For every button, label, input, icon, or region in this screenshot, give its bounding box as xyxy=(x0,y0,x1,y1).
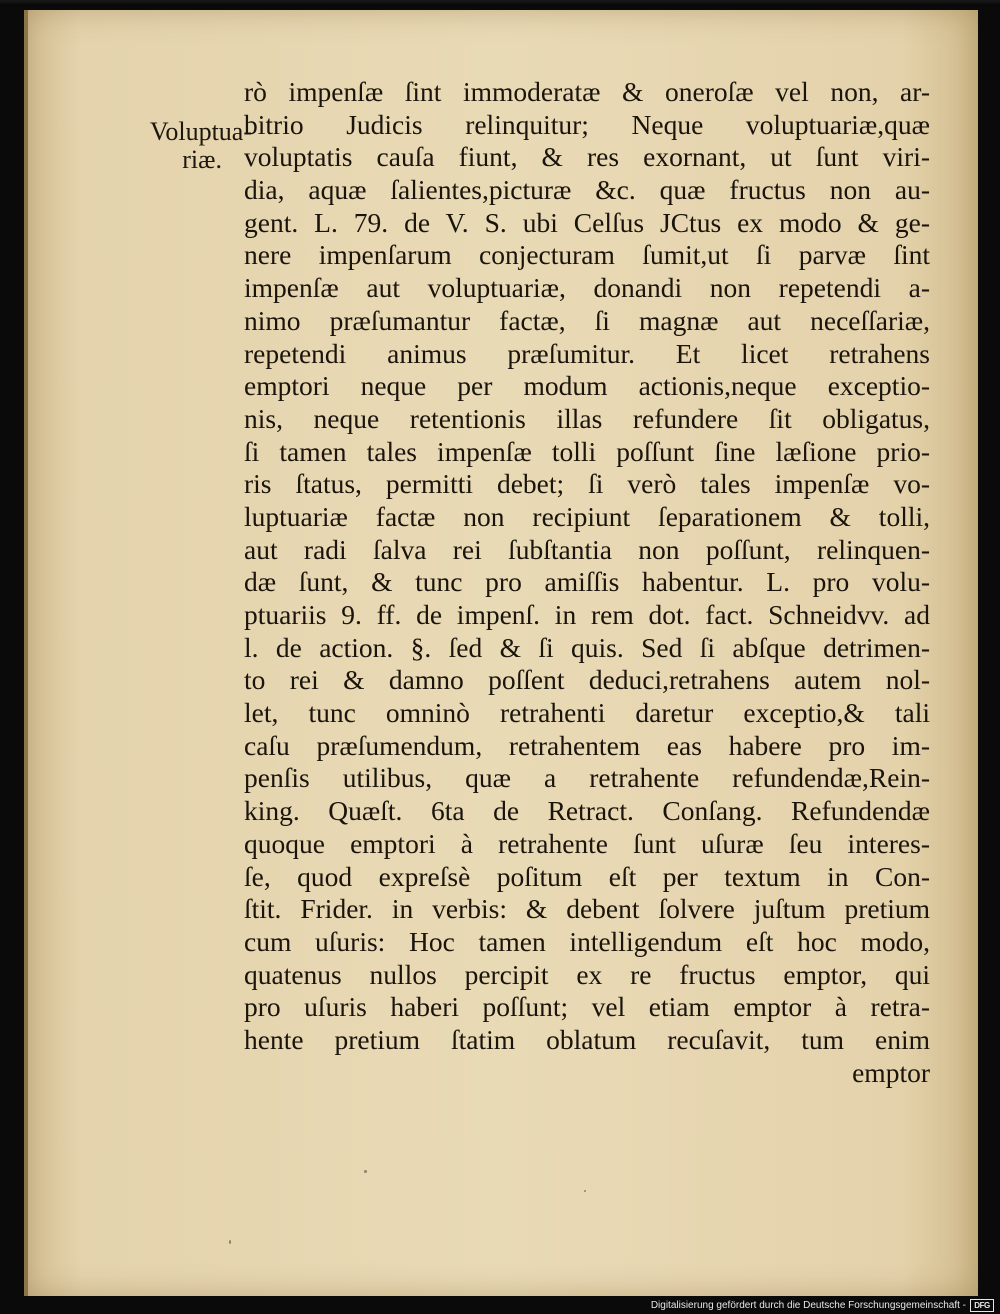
text-line: king. Quæſt. 6ta de Retract. Conſang. Refundendæ xyxy=(244,795,930,827)
text-line: nere impenſarum conjecturam ſumit,ut ſi parvæ ſint xyxy=(244,239,930,271)
paper-speck xyxy=(229,1240,231,1244)
text-line: pro uſuris haberi poſſunt; vel etiam emptor à retra- xyxy=(244,991,930,1023)
text-line: ris ſtatus, permitti debet; ſi verò tales impenſæ vo- xyxy=(244,468,930,500)
dfg-logo: DFG xyxy=(970,1299,994,1312)
text-line: gent. L. 79. de V. S. ubi Celſus JCtus ex modo & ge- xyxy=(244,206,930,238)
text-line: l. de action. §. ſed & ſi quis. Sed ſi abſque detrimen- xyxy=(244,631,930,663)
catchword: emptor xyxy=(852,1056,930,1088)
text-line: nimo præſumantur factæ, ſi magnæ aut neceſſariæ, xyxy=(244,304,930,336)
text-line: bitrio Judicis relinquitur; Neque voluptuariæ,quæ xyxy=(244,108,930,140)
digitization-footer xyxy=(600,1296,1000,1314)
paper-speck xyxy=(584,1190,586,1192)
text-line: ptuariis 9. ff. de impenſ. in rem dot. fact. Schneidvv. ad xyxy=(244,599,930,630)
text-line: voluptatis cauſa fiunt, & res exornant, ut ſunt viri- xyxy=(244,141,930,173)
text-line: emptori neque per modum actionis,neque exceptio- xyxy=(244,370,930,402)
text-line: repetendi animus præſumitur. Et licet retrahens xyxy=(244,337,930,369)
text-line: quoque emptori à retrahente ſunt uſuræ ſeu interes- xyxy=(244,827,930,859)
text-line: to rei & damno poſſent deduci,retrahens autem nol- xyxy=(244,664,930,696)
page-binding-edge xyxy=(24,10,28,1296)
text-line: quatenus nullos percipit ex re fructus emptor, qui xyxy=(244,958,930,990)
paper-speck xyxy=(364,1170,367,1173)
funding-credit: Digitalisierung gefördert durch die Deutsche Forschungsgemeinschaft - xyxy=(650,1299,966,1311)
marginal-note-line: Voluptua- xyxy=(149,117,252,146)
text-line: cum uſuris: Hoc tamen intelligendum eſt hoc modo, xyxy=(244,925,930,957)
marginal-note xyxy=(112,118,252,174)
text-line: hente pretium ſtatim oblatum recuſavit, tum enim xyxy=(244,1023,930,1055)
text-line: impenſæ aut voluptuariæ, donandi non repetendi a- xyxy=(244,272,930,304)
text-line: dæ ſunt, & tunc pro amiſſis habentur. L. pro volu- xyxy=(244,566,930,598)
marginal-note-line: riæ. xyxy=(182,145,222,174)
text-line: ſe, quod expreſsè poſitum eſt per textum in Con- xyxy=(244,860,930,892)
text-line: ſtit. Frider. in verbis: & debent ſolvere juſtum pretium xyxy=(244,893,930,925)
text-line: penſis utilibus, quæ a retrahente refundendæ,Rein- xyxy=(244,762,930,794)
text-line: aut radi ſalva rei ſubſtantia non poſſunt, relinquen- xyxy=(244,533,930,565)
text-line: dia, aquæ ſalientes,picturæ &c. quæ fructus non au- xyxy=(244,174,930,206)
text-line: caſu præſumendum, retrahentem eas habere pro im- xyxy=(244,729,930,761)
text-line: rò impenſæ ſint immoderatæ & oneroſæ vel non, ar- xyxy=(244,76,930,107)
body-text xyxy=(244,76,930,1089)
text-line: ſi tamen tales impenſæ tolli poſſunt ſine læſione prio- xyxy=(244,435,930,467)
text-line: nis, neque retentionis illas refundere ſit obligatus, xyxy=(244,402,930,434)
text-line: let, tunc omninò retrahenti daretur exceptio,& tali xyxy=(244,697,930,729)
scan-top-edge xyxy=(0,0,1000,6)
text-line: luptuariæ factæ non recipiunt ſeparationem & tolli, xyxy=(244,500,930,532)
